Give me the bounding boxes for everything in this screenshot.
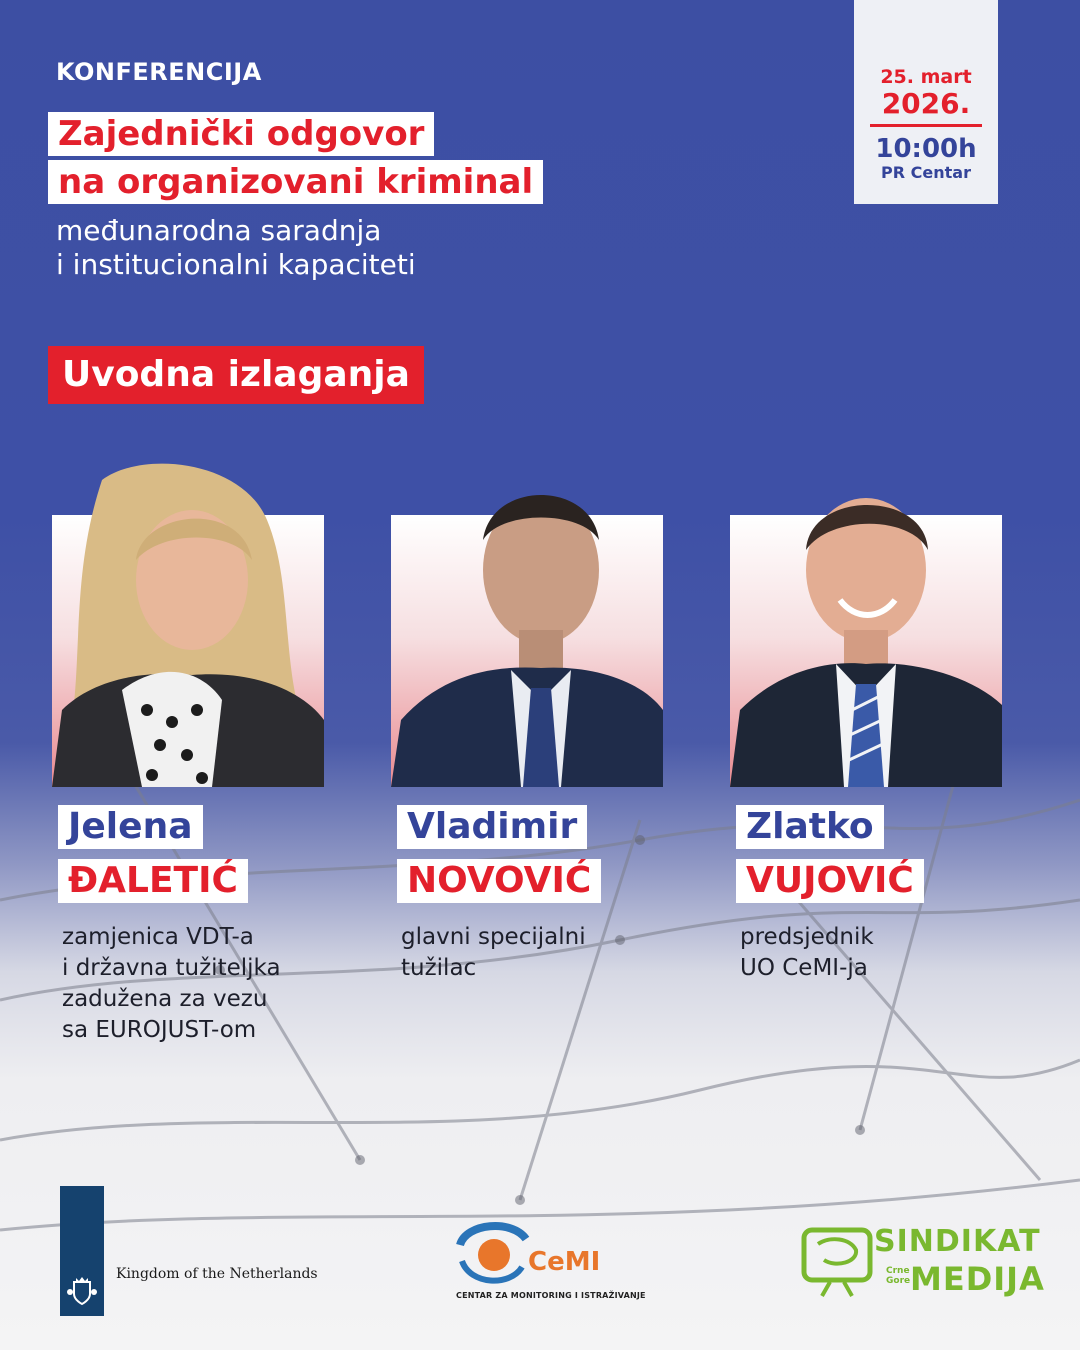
role-line: zamjenica VDT-a	[62, 924, 254, 950]
speaker-last-name: VUJOVIĆ	[736, 859, 924, 903]
medija-word: MEDIJA	[910, 1260, 1045, 1298]
speaker-role	[740, 922, 1030, 984]
date-year: 2026.	[881, 87, 971, 120]
netherlands-logo	[60, 1186, 318, 1316]
gore-word: Gore	[886, 1276, 911, 1286]
speaker-first-name: Vladimir	[397, 805, 587, 849]
role-line: i državna tužiteljka	[62, 955, 281, 981]
cemi-logo	[452, 1215, 646, 1311]
event-type-label: KONFERENCIJA	[56, 58, 262, 86]
event-title-line-1: Zajednički odgovor	[48, 112, 434, 156]
sindikat-medija-logo	[800, 1222, 1045, 1302]
date-box	[854, 0, 998, 204]
speaker-photo	[730, 460, 1002, 787]
speaker-last-name: NOVOVIĆ	[397, 859, 601, 903]
tv-screen-icon	[800, 1222, 880, 1300]
cemi-full-name: CENTAR ZA MONITORING I ISTRAŽIVANJE	[456, 1291, 646, 1300]
crne-word: Crne	[886, 1266, 910, 1276]
event-time: 10:00h	[875, 134, 977, 164]
event-subtitle	[56, 214, 416, 282]
role-line: predsjednik	[740, 924, 874, 950]
netherlands-label: Kingdom of the Netherlands	[116, 1266, 318, 1282]
speaker-first-name: Jelena	[58, 805, 203, 849]
speaker-card	[391, 460, 691, 1060]
speaker-role	[62, 922, 352, 1046]
crne-gore-label	[886, 1266, 910, 1286]
speaker-card	[730, 460, 1030, 1060]
event-title-line-2: na organizovani kriminal	[48, 160, 543, 204]
cemi-emblem-icon	[452, 1215, 532, 1291]
role-line: UO CeMI-ja	[740, 955, 868, 981]
speaker-card	[52, 460, 352, 1060]
date-day: 25. mart	[880, 66, 972, 88]
speaker-photo	[391, 460, 663, 787]
speaker-role	[401, 922, 691, 984]
date-divider	[870, 124, 982, 127]
royal-crest-icon	[64, 1272, 100, 1308]
speaker-last-name: ĐALETIĆ	[58, 859, 248, 903]
subtitle-line-1: međunarodna saradnja	[56, 214, 382, 247]
role-line: glavni specijalni	[401, 924, 586, 950]
role-line: zadužena za vezu	[62, 986, 268, 1012]
speaker-first-name: Zlatko	[736, 805, 884, 849]
speaker-photo	[52, 460, 324, 787]
role-line: sa EUROJUST-om	[62, 1017, 257, 1043]
sindikat-word: SINDIKAT	[874, 1224, 1041, 1259]
cemi-wordmark: CeMI	[528, 1247, 601, 1277]
role-line: tužilac	[401, 955, 477, 981]
subtitle-line-2: i institucionalni kapaciteti	[56, 248, 416, 281]
section-title: Uvodna izlaganja	[48, 346, 424, 404]
event-venue: PR Centar	[881, 163, 971, 182]
